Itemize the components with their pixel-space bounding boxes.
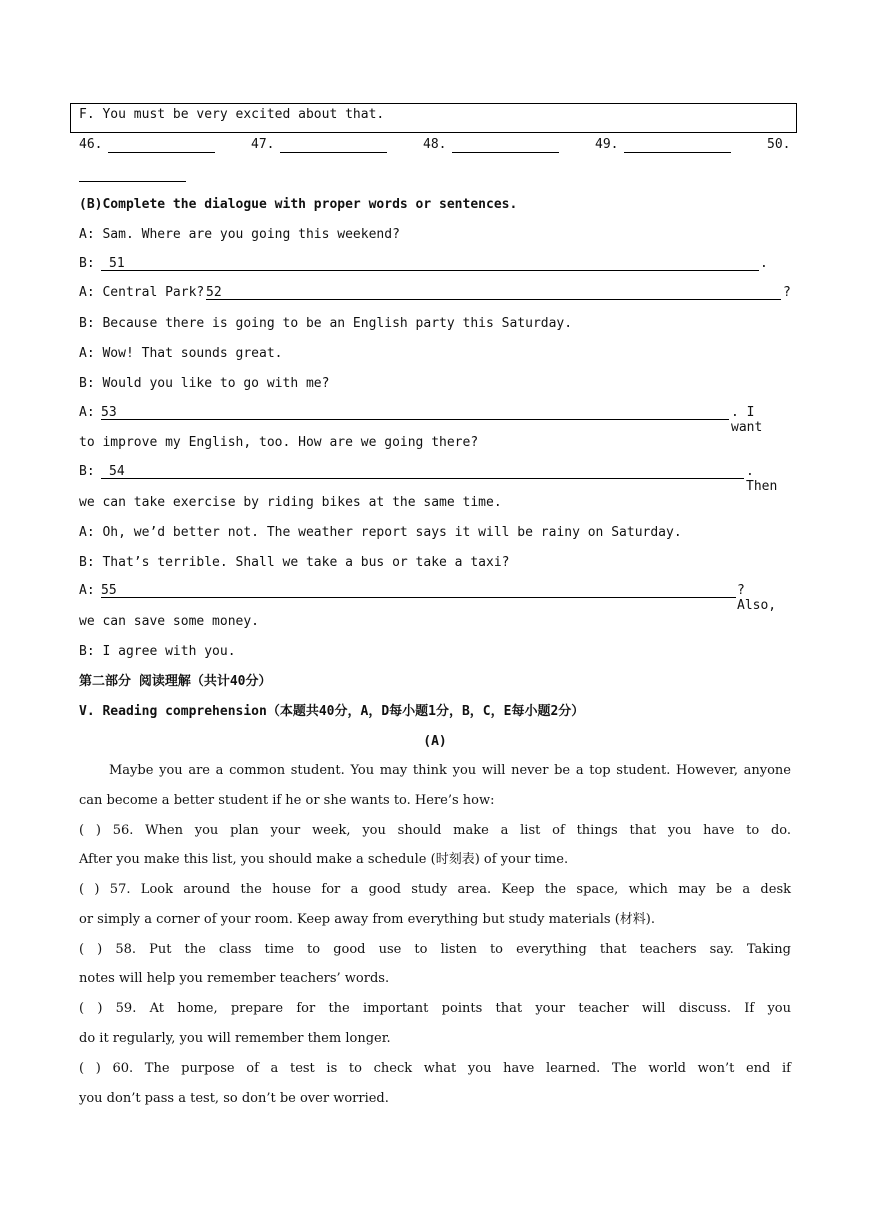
dialogue-line-54 bbox=[79, 464, 791, 494]
section-five-heading: V. Reading comprehension（本题共40分，A，D每小题1分，B，C，E每小题2分） bbox=[79, 704, 585, 719]
dialogue-line-52 bbox=[79, 285, 791, 305]
question-59-line: do it regularly, you will remember them longer. bbox=[79, 1031, 391, 1046]
dialogue-line: A: Wow! That sounds great. bbox=[79, 346, 283, 361]
dialogue-line: A: Sam. Where are you going this weekend? bbox=[79, 227, 400, 242]
question-56-line: ( ) 56. When you plan your week, you should make a list of things that you have to do. bbox=[79, 823, 791, 838]
answer-blank-54[interactable] bbox=[101, 478, 744, 479]
speaker: A: Central Park? bbox=[79, 285, 205, 300]
answer-blank-50[interactable] bbox=[79, 181, 186, 182]
answer-blank-55[interactable] bbox=[101, 597, 736, 598]
speaker: A: bbox=[79, 405, 95, 420]
dialogue-line: B: I agree with you. bbox=[79, 644, 236, 659]
dialogue-line-51 bbox=[79, 256, 791, 276]
question-number: 52 bbox=[206, 285, 222, 300]
dialogue-line: B: Would you like to go with me? bbox=[79, 376, 330, 391]
answer-blank-47[interactable] bbox=[280, 152, 387, 153]
answer-blank-48[interactable] bbox=[452, 152, 559, 153]
option-f: F. You must be very excited about that. bbox=[79, 107, 385, 122]
answer-blank-46[interactable] bbox=[108, 152, 215, 153]
speaker: B: bbox=[79, 256, 95, 271]
question-56-line: After you make this list, you should make a schedule (时刻表) of your time. bbox=[79, 852, 569, 867]
question-number: 55 bbox=[101, 583, 117, 598]
part-two-heading: 第二部分 阅读理解（共计40分） bbox=[79, 674, 272, 689]
section-b-title: (B)Complete the dialogue with proper words or sentences. bbox=[79, 197, 518, 212]
blank-label-49: 49. bbox=[595, 137, 619, 152]
question-57-line: or simply a corner of your room. Keep away from everything but study materials (材料). bbox=[79, 912, 655, 927]
answer-blank-49[interactable] bbox=[624, 152, 731, 153]
option-box bbox=[70, 103, 797, 133]
question-58-line: notes will help you remember teachers’ words. bbox=[79, 971, 390, 986]
question-number: 53 bbox=[101, 405, 117, 420]
passage-a-label: (A) bbox=[423, 734, 447, 749]
blank-label-50: 50. bbox=[767, 137, 791, 152]
answer-blank-51[interactable] bbox=[101, 270, 759, 271]
line-end: . bbox=[760, 256, 768, 271]
answer-blanks-row bbox=[79, 137, 791, 155]
dialogue-line-53 bbox=[79, 405, 791, 435]
question-number: 51 bbox=[109, 256, 125, 271]
dialogue-line: we can save some money. bbox=[79, 614, 260, 629]
question-60-line: ( ) 60. The purpose of a test is to check what you have learned. The world won’t end if bbox=[79, 1061, 791, 1076]
speaker: A: bbox=[79, 583, 95, 598]
blank-label-46: 46. bbox=[79, 137, 103, 152]
blank-label-48: 48. bbox=[423, 137, 447, 152]
dialogue-line: to improve my English, too. How are we going there? bbox=[79, 435, 479, 450]
question-number: 54 bbox=[109, 464, 125, 479]
dialogue-line: B: Because there is going to be an English party this Saturday. bbox=[79, 316, 573, 331]
speaker: B: bbox=[79, 464, 95, 479]
question-58-line: ( ) 58. Put the class time to good use to listen to everything that teachers say. Taking bbox=[79, 942, 791, 957]
dialogue-line: we can take exercise by riding bikes at the same time. bbox=[79, 495, 502, 510]
line-end: ? bbox=[783, 285, 791, 300]
line-end: . I want bbox=[731, 405, 763, 435]
question-60-line: you don’t pass a test, so don’t be over worried. bbox=[79, 1091, 389, 1106]
blank-label-47: 47. bbox=[251, 137, 275, 152]
question-57-line: ( ) 57. Look around the house for a good study area. Keep the space, which may be a desk bbox=[79, 882, 791, 897]
passage-intro-line: can become a better student if he or she wants to. Here’s how: bbox=[79, 793, 495, 808]
dialogue-line: A: Oh, we’d better not. The weather report says it will be rainy on Saturday. bbox=[79, 525, 682, 540]
line-end: ? Also, bbox=[737, 583, 777, 613]
question-59-line: ( ) 59. At home, prepare for the important points that your teacher will discuss. If you bbox=[79, 1001, 791, 1016]
dialogue-line: B: That’s terrible. Shall we take a bus or take a taxi? bbox=[79, 555, 510, 570]
answer-blank-52[interactable] bbox=[206, 299, 781, 300]
answer-blank-53[interactable] bbox=[101, 419, 729, 420]
passage-intro-line: Maybe you are a common student. You may think you will never be a top student. However, anyone bbox=[109, 763, 791, 778]
line-end: . Then bbox=[746, 464, 778, 494]
dialogue-line-55 bbox=[79, 583, 791, 613]
